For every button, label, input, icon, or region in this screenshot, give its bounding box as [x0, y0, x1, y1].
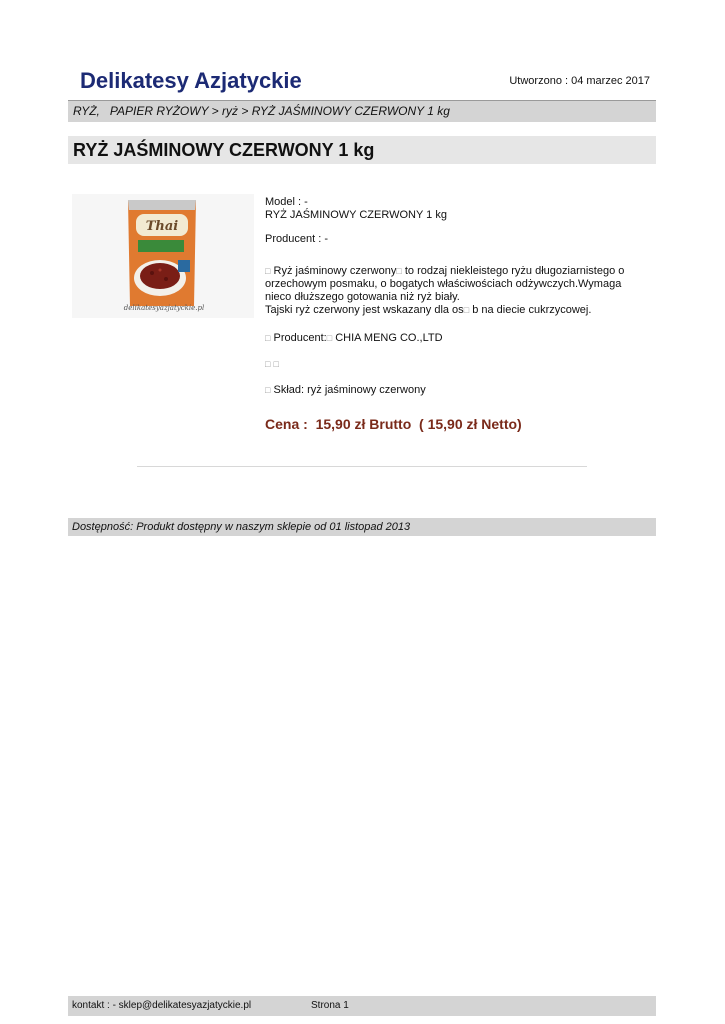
missing-glyph-icon: □ [265, 266, 271, 276]
page-footer [68, 996, 656, 1016]
footer-contact: kontakt : - sklep@delikatesyazjatyckie.pl [72, 1000, 252, 1011]
breadcrumb: RYŻ, PAPIER RYŻOWY > ryż > RYŻ JAŚMINOWY CZERWONY 1 kg [68, 101, 656, 122]
empty-glyph-line [265, 358, 625, 371]
product-title-bar [68, 136, 656, 164]
product-title: RYŻ JAŚMINOWY CZERWONY 1 kg [73, 140, 375, 160]
rice-package-image [72, 194, 254, 318]
divider [137, 466, 587, 467]
page-number: Strona 1 [311, 1000, 349, 1011]
model-name: RYŻ JAŚMINOWY CZERWONY 1 kg [265, 209, 447, 221]
svg-text:Thai: Thai [145, 219, 179, 234]
model-label: Model : - [265, 196, 308, 208]
product-description: □ Ryż jaśminowy czerwony□ to rodzaj niekleistego ryżu długoziarnistego o orzechowym posmaku, o bogatych właściwościach odżywczych.Wymaga nieco dłuższego gotowania niż ryż biały. Tajski ryż czerwony jest wskazany dla os□ b na diecie cukrzycowej. [265, 265, 625, 316]
created-date: Utworzono : 04 marzec 2017 [509, 75, 650, 87]
site-title: Delikatesy Azjatyckie [80, 68, 302, 93]
missing-glyph-icon: □ [265, 333, 271, 343]
page-header [68, 62, 656, 101]
product-info [265, 196, 625, 397]
producer-label: Producent : - [265, 233, 328, 245]
missing-glyph-icon: □ [326, 333, 333, 343]
availability: Dostępność: Produkt dostępny w naszym sklepie od 01 listopad 2013 [68, 518, 656, 536]
missing-glyph-icon: □ [463, 305, 470, 315]
product-image [72, 194, 254, 318]
producer-line: □ Producent:□ CHIA MENG CO.,LTD [265, 332, 443, 344]
missing-glyph-icon: □ [396, 266, 402, 276]
price: Cena : 15,90 zł Brutto ( 15,90 zł Netto) [265, 416, 522, 432]
missing-glyph-icon: □ [265, 359, 271, 369]
missing-glyph-icon: □ [265, 385, 271, 395]
composition-line: □ Skład: ryż jaśminowy czerwony [265, 384, 426, 396]
missing-glyph-icon: □ [273, 359, 279, 369]
image-watermark: delikatesyazjatyckie.pl [123, 304, 205, 312]
